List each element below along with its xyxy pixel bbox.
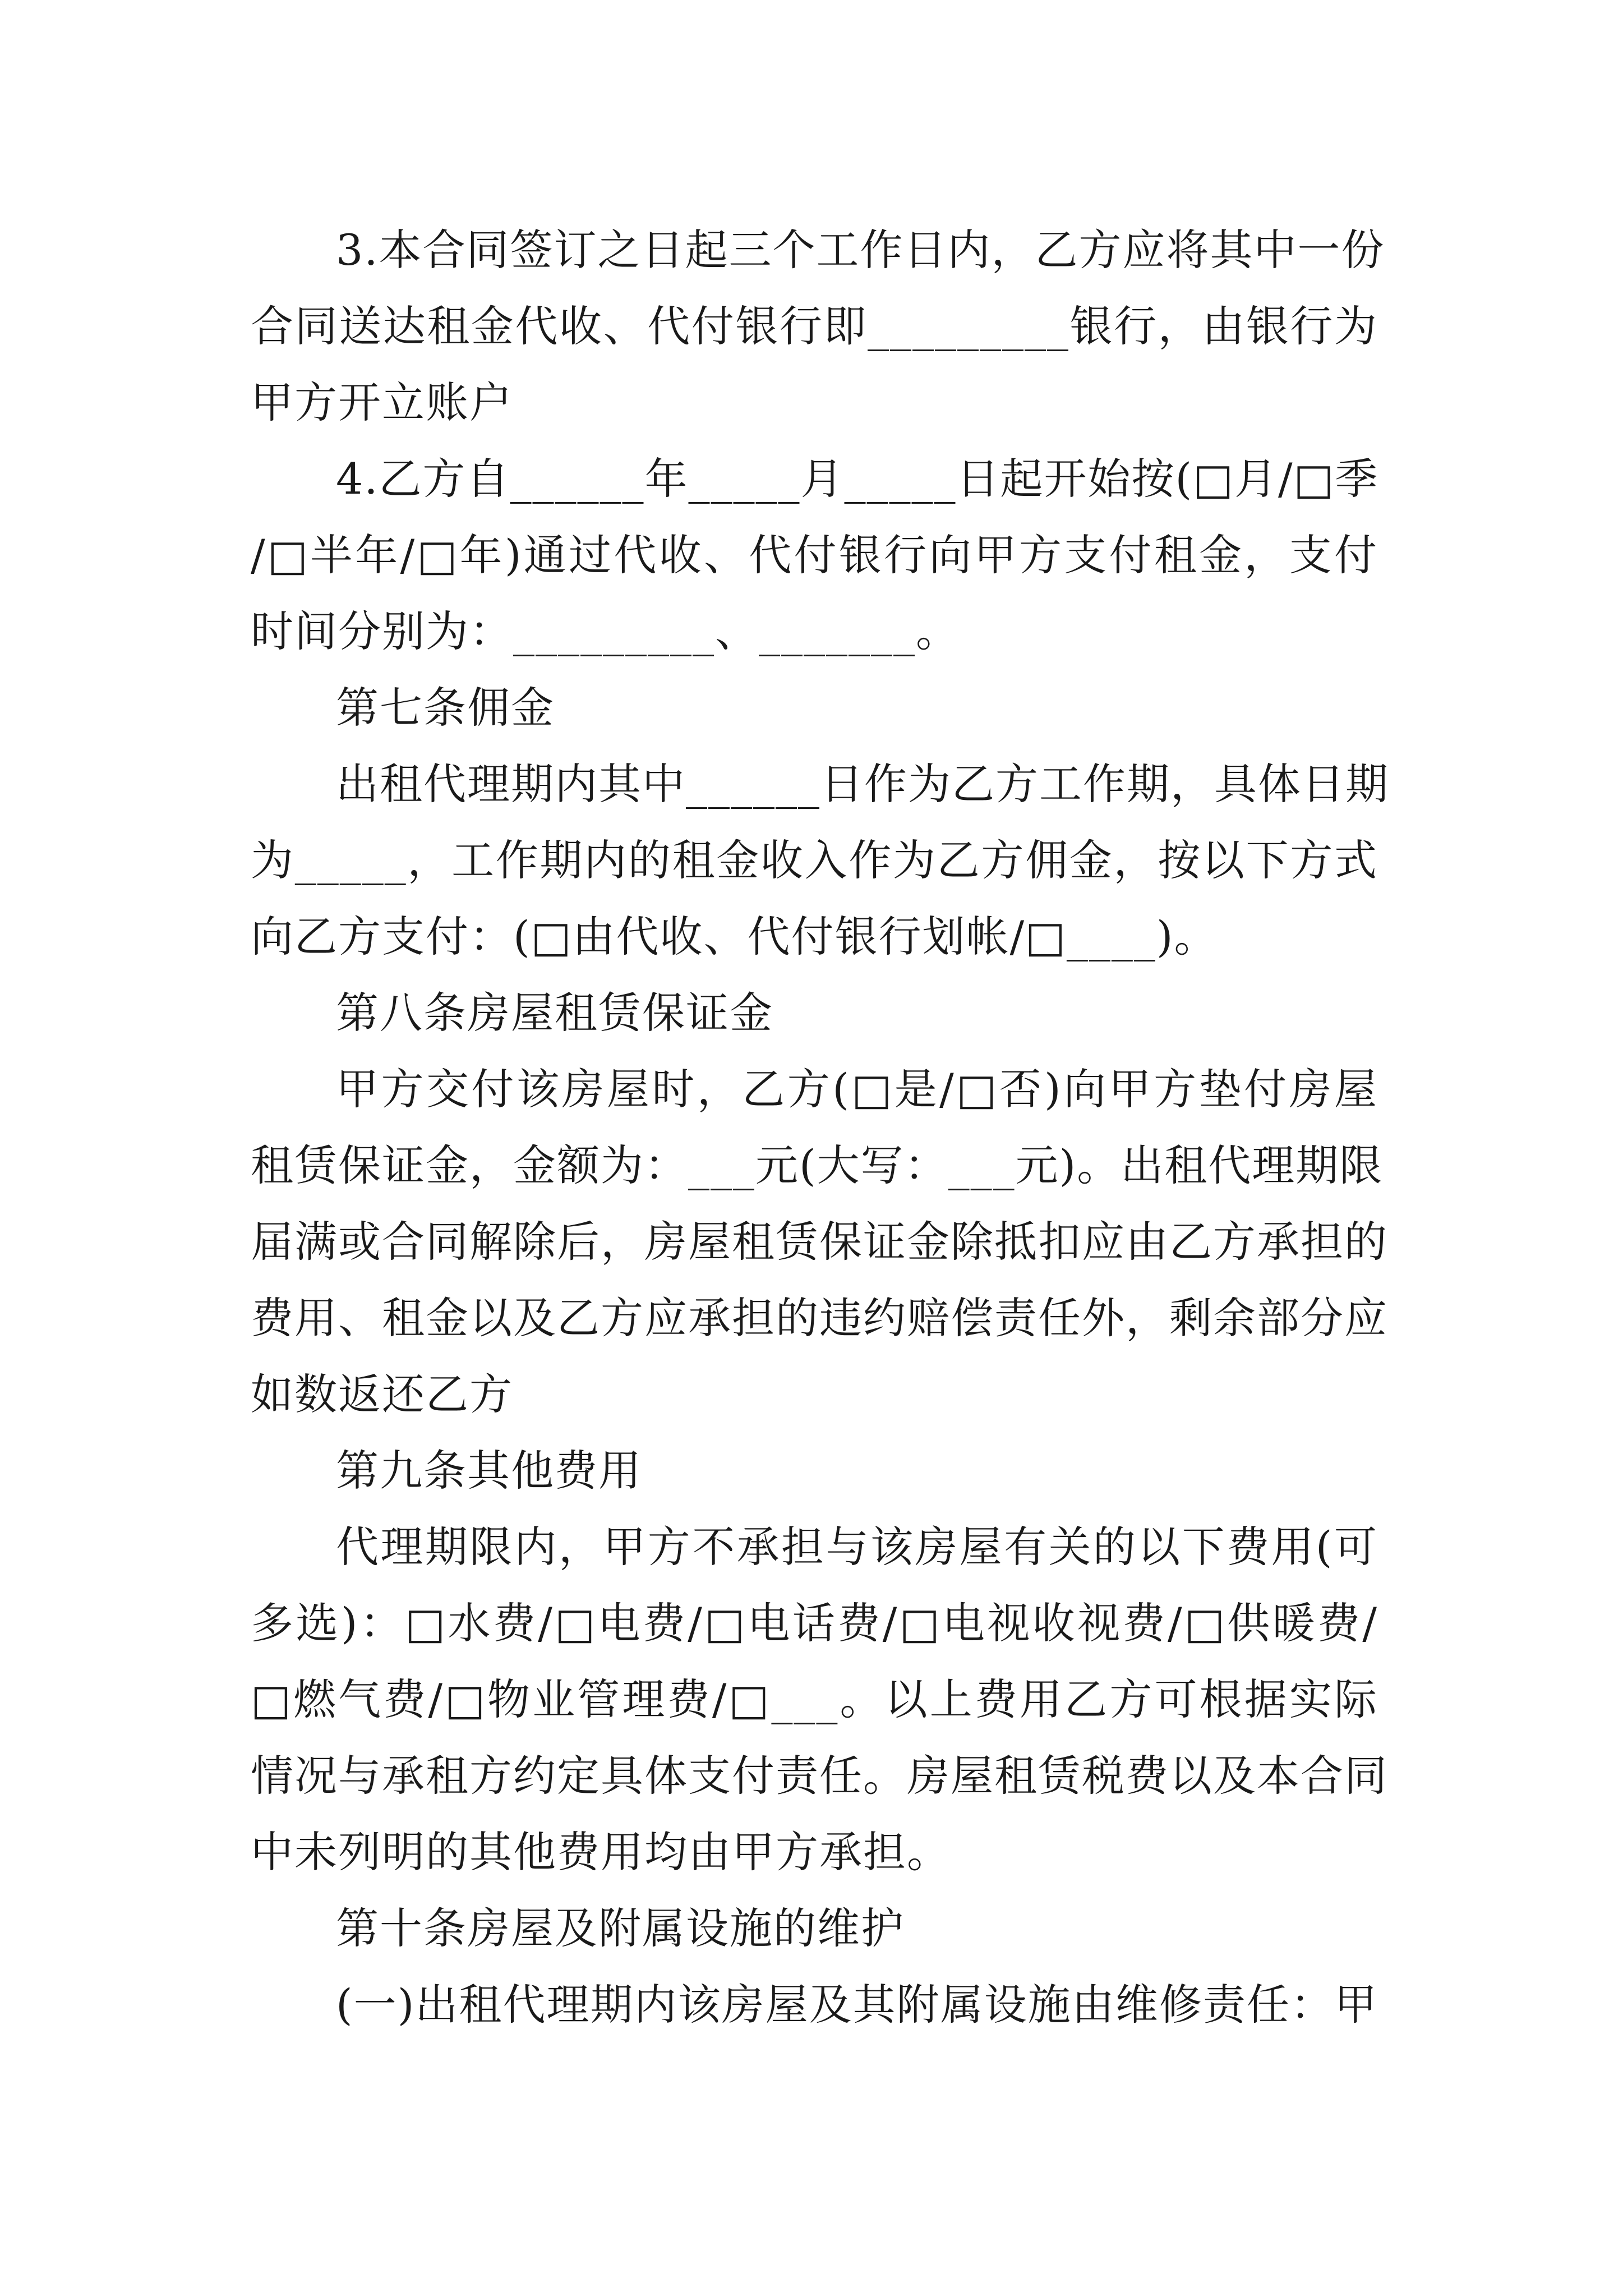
article-9-line-1: 代理期限内，甲方不承担与该房屋有关的以下费用(可: [336, 1522, 1378, 1572]
article-8-line-4: 费用、租金以及乙方应承担的违约赔偿责任外，剩余部分应: [251, 1293, 1388, 1343]
article-7-line-1: 出租代理期内其中______日作为乙方工作期，具体日期: [336, 759, 1389, 809]
article-9-line-2: 多选)：□水费/□电费/□电话费/□电视收视费/□供暖费/: [251, 1598, 1378, 1648]
article-8-line-5: 如数返还乙方: [251, 1369, 513, 1419]
article-8-line-1: 甲方交付该房屋时，乙方(□是/□否)向甲方垫付房屋: [336, 1064, 1378, 1114]
article-7-line-3: 向乙方支付：(□由代收、代付银行划帐/□____)。: [251, 912, 1218, 961]
article-8-line-2: 租赁保证金，金额为：___元(大写：___元)。出租代理期限: [251, 1140, 1384, 1190]
article-9-line-3: □燃气费/□物业管理费/□___。以上费用乙方可根据实际: [251, 1674, 1378, 1724]
clause-4-line-3: 时间分别为：_________、_______。: [251, 606, 960, 656]
article-9-line-4: 情况与承租方约定具体支付责任。房屋租赁税费以及本合同: [251, 1751, 1388, 1801]
article-9-line-5: 中未列明的其他费用均由甲方承担。: [251, 1827, 951, 1877]
article-8-heading: 第八条房屋租赁保证金: [336, 988, 773, 1038]
clause-3-line-3: 甲方开立账户: [251, 378, 513, 427]
article-10-heading: 第十条房屋及附属设施的维护: [336, 1903, 905, 1953]
article-10-line-1: (一)出租代理期内该房屋及其附属设施由维修责任：甲: [336, 1980, 1378, 2030]
clause-3-line-2: 合同送达租金代收、代付银行即_________银行，由银行为: [251, 301, 1378, 351]
clause-3-line-1: 3.本合同签订之日起三个工作日内，乙方应将其中一份: [336, 225, 1385, 275]
clause-4-line-2: /□半年/□年)通过代收、代付银行向甲方支付租金，支付: [251, 530, 1378, 580]
article-8-line-3: 届满或合同解除后，房屋租赁保证金除抵扣应由乙方承担的: [251, 1217, 1388, 1267]
article-9-heading: 第九条其他费用: [336, 1446, 642, 1496]
document-body: [251, 212, 1389, 2043]
article-7-line-2: 为_____，工作期内的租金收入作为乙方佣金，按以下方式: [251, 835, 1378, 885]
clause-4-line-1: 4.乙方自______年_____月_____日起开始按(□月/□季: [336, 454, 1379, 504]
article-7-heading: 第七条佣金: [336, 683, 555, 733]
